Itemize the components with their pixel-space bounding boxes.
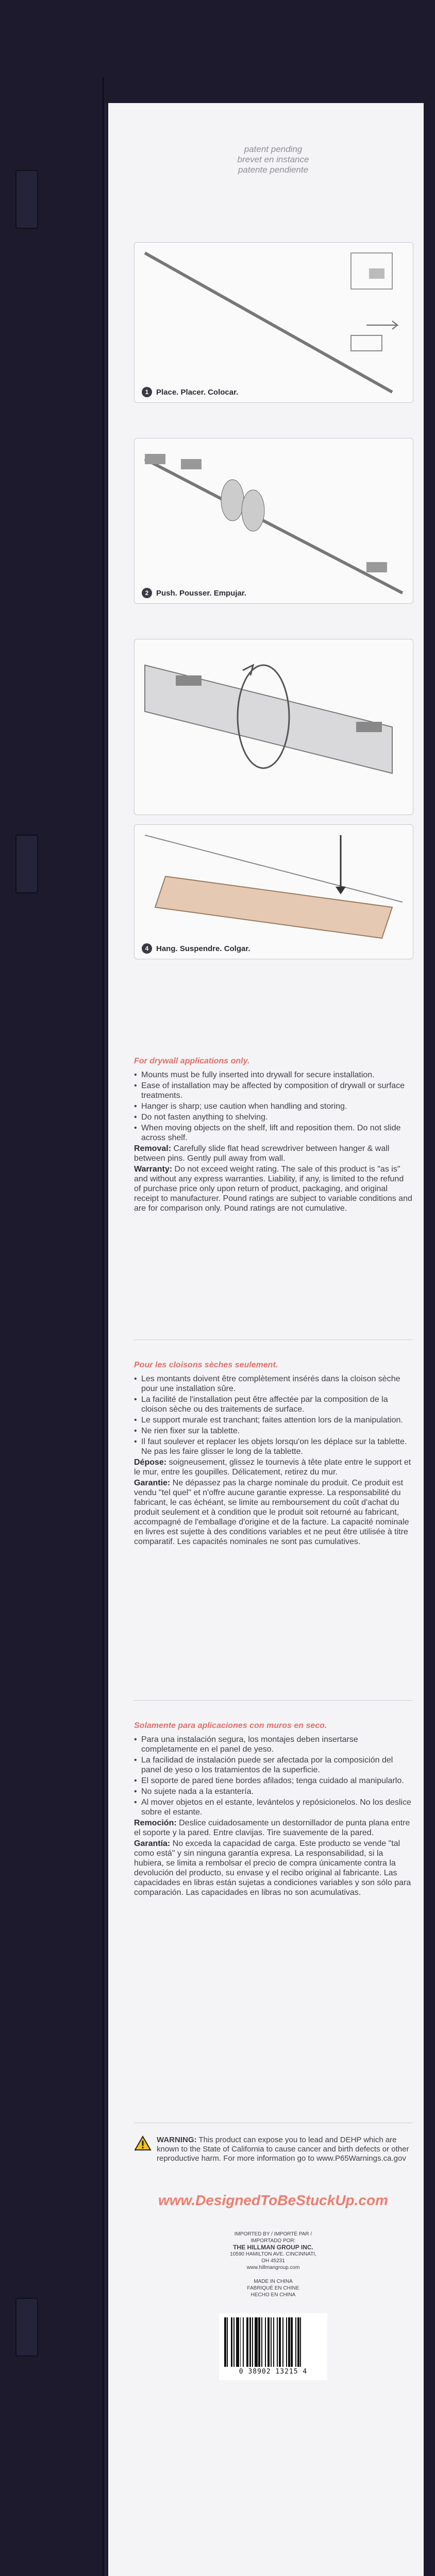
barcode-bars	[224, 2317, 322, 2367]
step-3-panel	[134, 639, 413, 815]
list-item: • Ne rien fixer sur la tablette.	[134, 1426, 412, 1436]
step-2-panel	[134, 438, 413, 604]
list-item: • Hanger is sharp; use caution when handling and storing.	[134, 1101, 412, 1111]
patent-en: patent pending	[244, 144, 303, 154]
warning-text-block	[157, 2136, 412, 2163]
bullet-list	[134, 1735, 412, 1817]
importer-address: 10590 HAMILTON AVE. CINCINNATI, OH 45231	[230, 2251, 316, 2264]
section-heading: For drywall applications only.	[134, 1057, 250, 1065]
removal-text: soigneusement, glissez le tournevis à tête plate entre le support et le mur, entre les goupilles. Délicatement, retirez du mur.	[134, 1458, 411, 1477]
list-item: • Il faut soulever et replacer les objets lorsqu'on les déplace sur la tablette. Ne pas les faire glisser le long de la tablette.	[134, 1437, 412, 1456]
list-item: • El soporte de pared tiene bordes afilados; tenga cuidado al manipularlo.	[134, 1776, 412, 1786]
shelf-illustration	[135, 639, 413, 815]
origin-en: MADE IN CHINA	[254, 2279, 293, 2284]
list-item: • Le support murale est tranchant; faites attention lors de la manipulation.	[134, 1415, 412, 1425]
hang-slot	[15, 2298, 38, 2357]
list-item: • No sujete nada a la estantería.	[134, 1787, 412, 1797]
removal-label: Dépose:	[134, 1458, 167, 1467]
list-item: • La facilidad de instalación puede ser afectada por la composición del panel de yeso o los tratamientos de la superficie.	[134, 1755, 412, 1775]
origin-fr: FABRIQUÉ EN CHINE	[247, 2285, 299, 2291]
bullet-list	[134, 1070, 412, 1143]
step-number: 4	[142, 943, 152, 954]
prop65-warning	[134, 2136, 412, 2163]
importer-line: IMPORTED BY / IMPORTÉ PAR / IMPORTADO POR:	[234, 2231, 312, 2244]
removal-paragraph	[134, 1818, 412, 1838]
place-illustration	[135, 243, 413, 402]
warranty-label: Garantía:	[134, 1839, 171, 1848]
step-text: Place. Placer. Colocar.	[156, 387, 239, 397]
warning-label: WARNING:	[157, 2136, 197, 2144]
list-item: • Ease of installation may be affected by composition of drywall or surface treatments.	[134, 1081, 412, 1100]
step-number: 2	[142, 588, 152, 598]
list-item: • Do not fasten anything to shelving.	[134, 1112, 412, 1122]
patent-es: patente pendiente	[238, 165, 309, 175]
list-item: • Al mover objetos en el estante, levántelos y repósicionelos. No los deslice sobre el estante.	[134, 1798, 412, 1817]
hang-illustration	[135, 825, 413, 959]
push-illustration	[135, 438, 413, 603]
step-text: Hang. Suspendre. Colgar.	[156, 944, 250, 953]
step-number: 1	[142, 387, 152, 397]
warranty-text: No exceda la capacidad de carga. Este producto se vende "tal como está" y sin ninguna garantía expresa. La responsabilidad, si la hubiera, se limita a rembolsar el precio de compra únicamente contra la devolución del producto, su envase y el recibo original al fabricante. Las capacidades en libras están sujetas a condiciones variables y son sólo para comparación. Las capacidades en libras no son acumulativas.	[134, 1839, 411, 1897]
removal-paragraph	[134, 1144, 412, 1163]
step-2-label	[142, 588, 246, 598]
removal-text: Deslice cuidadosamente un destornillador de punta plana entre el soporte y la pared. Entre clavijas. Tire suavemente de la pared.	[134, 1819, 410, 1837]
removal-text: Carefully slide flat head screwdriver between hanger & wall between pins. Gently pull away from wall.	[134, 1144, 390, 1163]
importer-brand: THE HILLMAN GROUP INC.	[233, 2244, 313, 2251]
removal-label: Remoción:	[134, 1819, 177, 1827]
patent-fr: brevet en instance	[237, 155, 309, 164]
warranty-label: Garantie:	[134, 1479, 171, 1487]
spanish-instructions	[134, 1721, 412, 1899]
website-url: www.DesignedToBeStuckUp.com	[158, 2192, 388, 2208]
barcode	[219, 2313, 327, 2380]
list-item: • Mounts must be fully inserted into drywall for secure installation.	[134, 1070, 412, 1080]
list-item: • Les montants doivent être complètement insérés dans la cloison sèche pour une installation sûre.	[134, 1374, 412, 1394]
barcode-bar	[301, 2317, 303, 2367]
barcode-number: 0 38902 13215 4	[239, 2368, 308, 2376]
importer-website: www.hillmangroup.com	[246, 2265, 300, 2270]
hang-slot	[15, 170, 38, 229]
french-instructions	[134, 1360, 412, 1548]
removal-paragraph	[134, 1458, 412, 1477]
importer-block	[227, 2231, 320, 2298]
warning-text: This product can expose you to lead and DEHP which are known to the State of California to cause cancer and birth defects or other reproductive harm. For more information go to www.P65Warnings.ca.gov	[157, 2136, 409, 2163]
bullet-list	[134, 1374, 412, 1456]
section-heading: Pour les cloisons sèches seulement.	[134, 1361, 278, 1369]
warranty-paragraph	[134, 1164, 412, 1213]
divider	[134, 1700, 412, 1701]
hang-slot	[15, 835, 38, 893]
warning-icon	[134, 2136, 152, 2151]
patent-notice	[134, 144, 412, 175]
list-item: • When moving objects on the shelf, lift and reposition them. Do not slide across shelf.	[134, 1123, 412, 1143]
warranty-paragraph	[134, 1478, 412, 1547]
list-item: • Para una instalación segura, los montajes deben insertarse completamente en el panel de yeso.	[134, 1735, 412, 1754]
warranty-paragraph	[134, 1839, 412, 1897]
step-4-panel	[134, 824, 413, 959]
warranty-text: Ne dépassez pas la charge nominale du produit. Ce produit est vendu "tel quel" et n'offre aucune garantie expresse. La responsabilité du fabricant, le cas échéant, se limite au remboursement du coût d'achat du produit seulement et à condition que le produit soit retourné au fabricant, accompagné de l'emballage d'origine et de la facture. La capacité nominale en livres est sujette à des conditions variables et ne peut être utilisée à titre comparatif. Les capacités nominales ne sont pas cumulatives.	[134, 1479, 409, 1546]
section-heading: Solamente para aplicaciones con muros en seco.	[134, 1721, 327, 1730]
warranty-text: Do not exceed weight rating. The sale of this product is "as is" and without any express warranties. Liability, if any, is limited to the refund of purchase price only upon return of product, packaging, and original receipt to manufacturer. Pound ratings are subject to variable conditions and are for comparison only. Pound ratings are not cumulative.	[134, 1165, 412, 1213]
warranty-label: Warranty:	[134, 1165, 173, 1174]
origin-es: HECHO EN CHINA	[250, 2292, 296, 2298]
english-instructions	[134, 1056, 412, 1214]
step-1-label	[142, 387, 238, 397]
step-text: Push. Pousser. Empujar.	[156, 588, 247, 598]
list-item: • La facilité de l'installation peut être affectée par la composition de la cloison sèche ou des traitements de surface.	[134, 1395, 412, 1414]
step-4-label	[142, 943, 250, 954]
removal-label: Removal:	[134, 1144, 172, 1153]
step-1-panel	[134, 242, 413, 403]
